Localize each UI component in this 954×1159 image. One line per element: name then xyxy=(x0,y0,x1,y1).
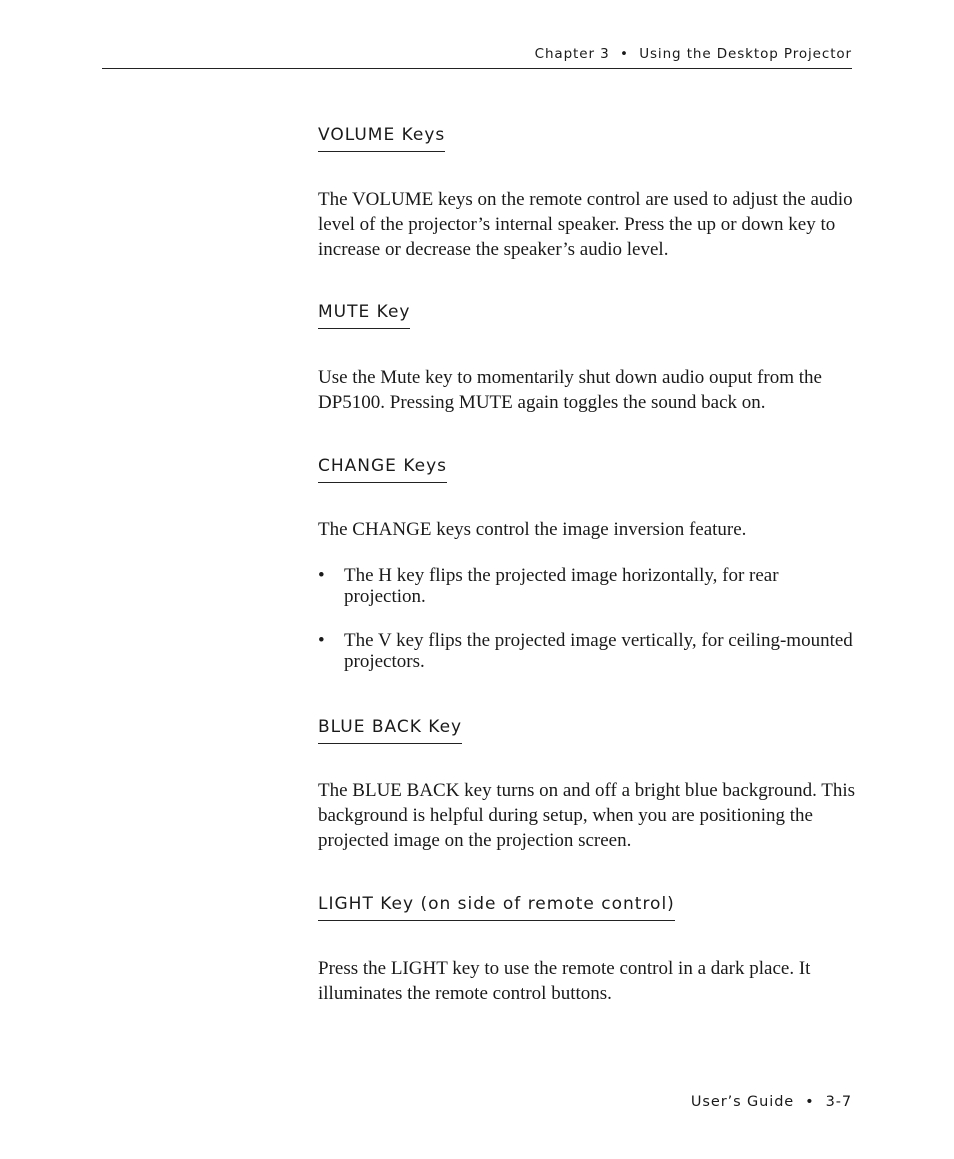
bullet-icon: • xyxy=(318,630,325,651)
heading-volume-keys: VOLUME Keys xyxy=(318,125,445,152)
header-rule xyxy=(102,68,852,69)
list-item-v-key xyxy=(318,630,858,672)
heading-blue-back-key: BLUE BACK Key xyxy=(318,717,462,744)
paragraph-light-key: Press the LIGHT key to use the remote control in a dark place. It illuminates the remote control buttons. xyxy=(318,958,811,1004)
paragraph-change-keys: The CHANGE keys control the image inversion feature. xyxy=(318,519,747,540)
heading-light-key: LIGHT Key (on side of remote control) xyxy=(318,894,675,921)
heading-mute-key: MUTE Key xyxy=(318,302,410,329)
heading-change-keys: CHANGE Keys xyxy=(318,456,447,483)
paragraph-mute-key: Use the Mute key to momentarily shut down audio ouput from the DP5100. Pressing MUTE again toggles the sound back on. xyxy=(318,367,822,413)
paragraph-volume-keys: The VOLUME keys on the remote control are used to adjust the audio level of the projector’s internal speaker. Press the up or down key to increase or decrease the speaker’s audio level. xyxy=(318,189,853,260)
running-header: Chapter 3 • Using the Desktop Projector xyxy=(534,46,852,62)
paragraph-blue-back-key: The BLUE BACK key turns on and off a bright blue background. This background is helpful during setup, when you are positioning the projected image on the projection screen. xyxy=(318,780,856,851)
list-item-h-key xyxy=(318,565,858,607)
bullet-icon: • xyxy=(318,565,325,586)
running-footer: User’s Guide • 3-7 xyxy=(690,1094,852,1110)
list-item-text: The V key flips the projected image vertically, for ceiling-mounted projectors. xyxy=(344,630,853,672)
list-item-text: The H key flips the projected image horizontally, for rear projection. xyxy=(344,565,779,607)
